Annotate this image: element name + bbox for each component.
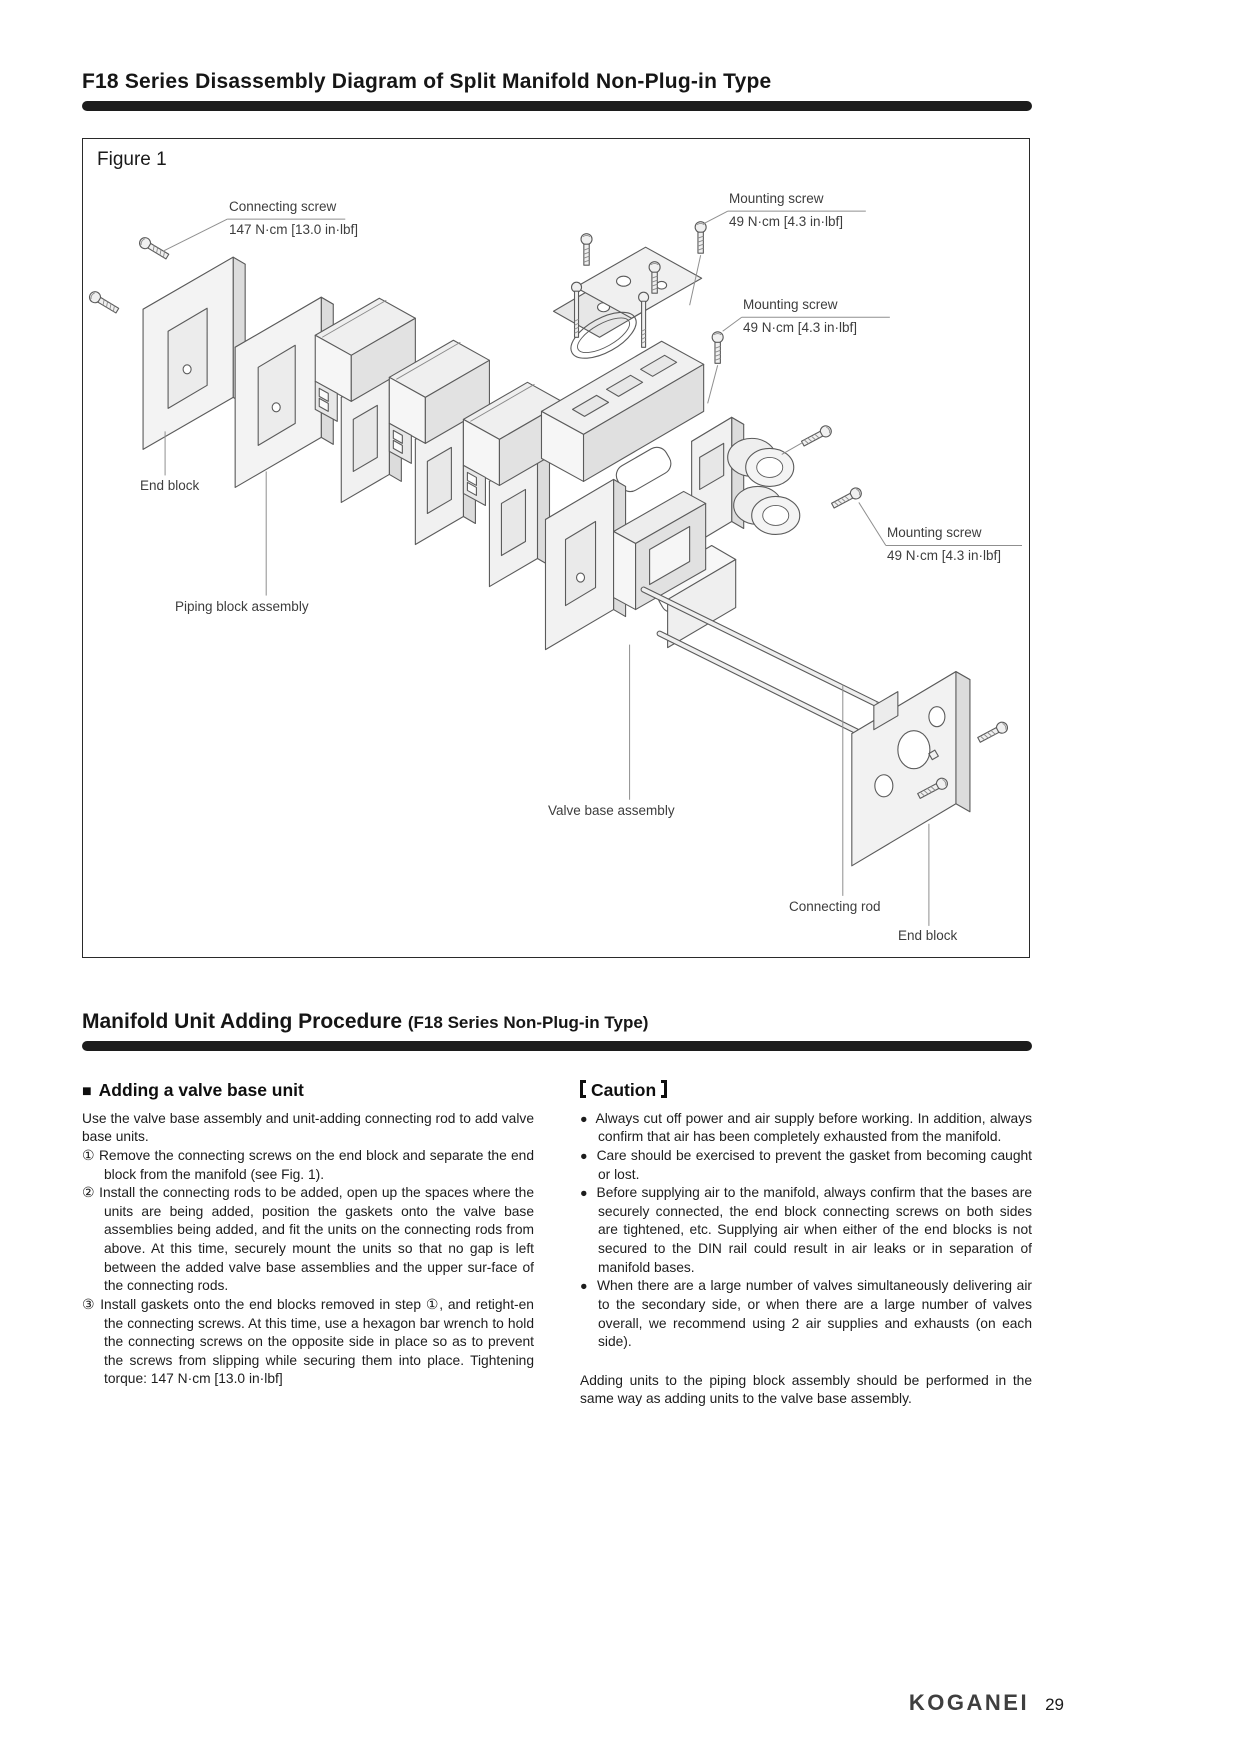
procedure-section [82, 1010, 1032, 1409]
bullet-icon: ● [580, 1111, 588, 1126]
mounting-screw-icon [800, 424, 833, 449]
label-mounting-screw-right: Mounting screw [887, 525, 982, 540]
page-number: 29 [1045, 1695, 1064, 1714]
valve-units-part [315, 298, 563, 586]
end-block-left-part [143, 257, 245, 449]
manifold-base-part [541, 341, 703, 481]
section-title-suffix: (F18 Series Non-Plug-in Type) [407, 1013, 649, 1032]
figure-1-box [82, 138, 1030, 958]
square-bullet-icon: ■ [82, 1083, 92, 1100]
mounting-screw-icon [976, 720, 1009, 745]
label-mounting-screw-right-torque: 49 N·cm [4.3 in·lbf] [887, 548, 1002, 563]
closing-paragraph: Adding units to the piping block assembly should be performed in the same way as adding units to the valve base assembly. [580, 1372, 1032, 1407]
label-valve-base-assembly: Valve base assembly [548, 803, 675, 818]
caution-heading: Caution [580, 1079, 1032, 1103]
caution-item-1: ● Always cut off power and air supply before working. In addition, always confirm that air has been completely exhausted from the manifold. [580, 1110, 1032, 1145]
section-title-main: Manifold Unit Adding Procedure [82, 1010, 408, 1033]
mounting-screw-long-icon [639, 292, 649, 347]
label-end-block-right: End block [898, 928, 958, 943]
label-connecting-screw: Connecting screw [229, 199, 337, 214]
procedure-step-3: ③ Install gaskets onto the end blocks removed in step ①, and retight-en the connecting screws. At this time, use a hexagon bar wrench to hold the connecting screws on the opposite side in place so as to prevent the screws from slipping while securing them into place. Tightening torque: 147 N·cm [13.0 in·lbf] [82, 1296, 534, 1387]
connecting-screw-icon [87, 290, 120, 316]
mounting-screw-icon [695, 222, 706, 254]
bullet-icon: ● [580, 1279, 589, 1294]
connecting-screw-icon [138, 236, 171, 262]
close-bracket-icon [661, 1080, 667, 1098]
step-3-marker: ③ [82, 1296, 96, 1312]
koganei-logo: KOGANEI [908, 1690, 1030, 1715]
label-connecting-rod: Connecting rod [789, 899, 881, 914]
right-column [580, 1079, 1032, 1409]
open-bracket-icon [580, 1080, 586, 1098]
two-column-body [82, 1079, 1032, 1409]
title-rule-bar [82, 101, 1032, 111]
port-block-part [692, 417, 800, 545]
mounting-screw-icon [830, 486, 863, 511]
step-1-marker: ① [82, 1147, 95, 1163]
label-mounting-screw-top-torque: 49 N·cm [4.3 in·lbf] [729, 214, 844, 229]
mounting-screw-icon [712, 332, 723, 364]
label-mounting-screw-top: Mounting screw [729, 191, 824, 206]
section-title [82, 1010, 1032, 1034]
caution-item-2: ● Care should be exercised to prevent the gasket from becoming caught or lost. [580, 1147, 1033, 1182]
caution-item-3: ● Before supplying air to the manifold, always confirm that the bases are securely connected, the end block connecting screws on both sides are tightened, etc. Supplying air when either of the end blocks is not secured to the DIN rail could result in air leaks or in separation of manifold bases. [580, 1185, 1032, 1275]
intro-paragraph: Use the valve base assembly and unit-adding connecting rod to add valve base units. [82, 1110, 534, 1145]
label-connecting-screw-torque: 147 N·cm [13.0 in·lbf] [229, 222, 359, 237]
label-mounting-screw-mid-torque: 49 N·cm [4.3 in·lbf] [743, 320, 858, 335]
figure-caption: Figure 1 [97, 149, 167, 170]
label-piping-block-assembly: Piping block assembly [175, 599, 309, 614]
page-header [82, 70, 1032, 111]
bullet-icon: ● [580, 1148, 589, 1163]
left-column [82, 1079, 534, 1409]
label-mounting-screw-mid: Mounting screw [743, 297, 838, 312]
page-footer [909, 1690, 1064, 1716]
step-2-marker: ② [82, 1185, 95, 1201]
procedure-step-1: ① Remove the connecting screws on the end block and separate the end block from the manifold (see Fig. 1). [82, 1147, 534, 1182]
page-title: F18 Series Disassembly Diagram of Split Manifold Non-Plug-in Type [82, 70, 772, 93]
procedure-step-2: ② Install the connecting rods to be added, open up the spaces where the units are being added, position the gaskets onto the valve base assemblies being added, and fit the units on the connecting rods from above. At this time, securely mount the units so that no gap is left between the added valve base assemblies and the upper sur-face of the connecting rods. [82, 1185, 534, 1294]
mounting-screw-icon [581, 234, 592, 266]
bullet-icon: ● [580, 1186, 589, 1201]
adding-valve-base-heading: ■ Adding a valve base unit [82, 1080, 304, 1100]
section-rule-bar [82, 1041, 1032, 1051]
caution-item-4: ● When there are a large number of valves simultaneously delivering air to the secondary side, or when there are a large number of valves overall, we recommend using 2 air supplies and exhausts (on each side). [580, 1278, 1032, 1350]
label-end-block-left: End block [140, 478, 200, 493]
